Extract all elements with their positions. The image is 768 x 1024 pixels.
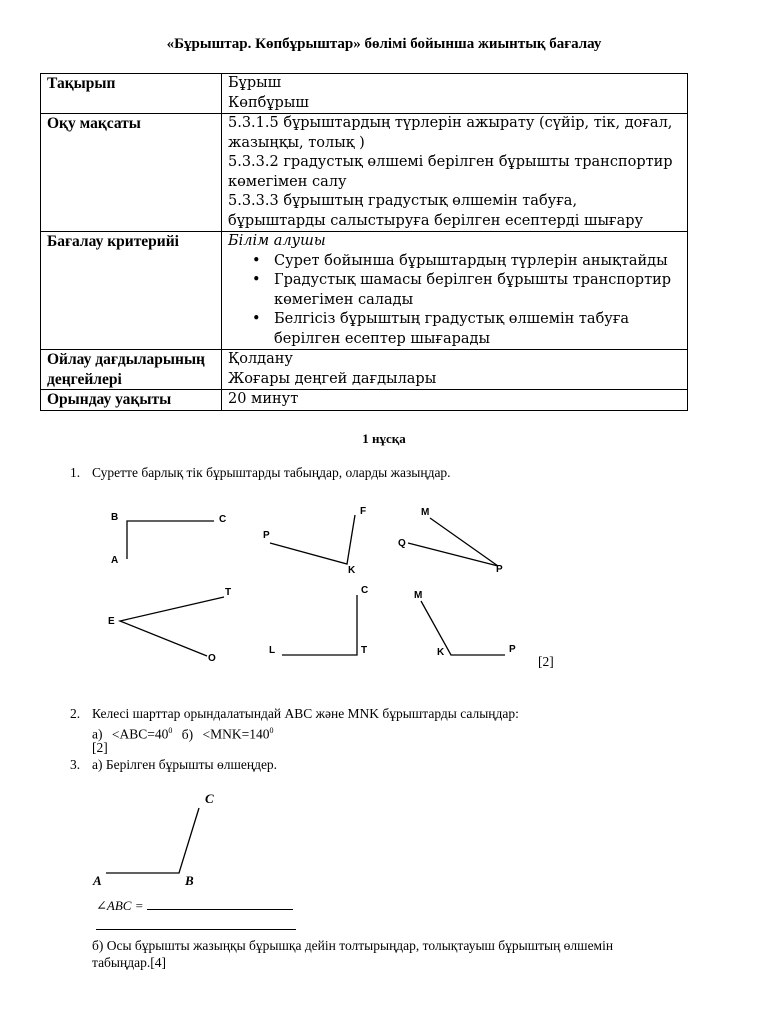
point-label: F — [360, 506, 367, 517]
point-label: L — [269, 645, 276, 656]
criteria-label: Бағалау критерийі — [41, 232, 222, 350]
levels-label: Ойлау дағдыларының деңгейлері — [41, 350, 222, 390]
task-3-b-line1: б) Осы бұрышты жазыңқы бұрышқа дейін толтырыңдар, толықтауыш бұрыштың өлшемін — [92, 938, 614, 953]
variant-heading: 1 нұсқа — [362, 431, 406, 446]
goal-line: 5.3.3.2 градустық өлшемі берілген бұрышты транспортир — [228, 154, 673, 170]
criteria-intro: Білім алушы — [228, 233, 326, 249]
point-label: P — [263, 530, 270, 541]
goal-line: 5.3.1.5 бұрыштардың түрлерін ажырату (сүйір, тік, доғал, — [228, 115, 673, 131]
task-3 — [70, 756, 278, 773]
degree-mark: 0 — [269, 726, 274, 735]
point-label: B — [111, 512, 119, 523]
point-label: M — [421, 507, 430, 518]
criteria-item: • Градустық шамасы берілген бұрышты транспортир көмегімен салады — [274, 271, 681, 310]
point-label: B — [185, 873, 194, 888]
point-label: K — [348, 565, 356, 576]
angle-abc-measure — [106, 808, 199, 873]
time-value: 20 минут — [222, 390, 688, 411]
point-label: T — [225, 587, 232, 598]
time-label: Орындау уақыты — [41, 390, 222, 411]
answer-label: ∠ABC = — [96, 898, 144, 913]
angle-abc-right — [127, 521, 214, 559]
angle-pkf — [270, 515, 355, 564]
level-line: Жоғары деңгей дағдылары — [228, 370, 437, 387]
answer-line — [96, 898, 293, 914]
angle-symbol: < — [202, 726, 211, 742]
point-label: Q — [398, 538, 406, 549]
angle-symbol: < — [111, 726, 120, 742]
angle-mkp — [421, 601, 505, 655]
task-1-mark: [2] — [538, 654, 554, 669]
answer-blank-2[interactable] — [96, 929, 296, 930]
goals-label: Оқу мақсаты — [41, 114, 222, 232]
point-label: A — [111, 555, 119, 566]
answer-blank[interactable] — [147, 899, 293, 910]
level-line: Қолдану — [228, 351, 293, 367]
goal-line: бұрыштарды салыстыруға берілген есептерді шығару — [228, 212, 644, 229]
goal-line: жазыңқы, толық ) — [228, 134, 365, 151]
criteria-item: • Сурет бойынша бұрыштардың түрлерін анықтайды — [274, 252, 681, 272]
point-label: E — [108, 616, 115, 627]
task-number: 1. — [70, 465, 81, 480]
goal-line: 5.3.3.3 бұрыштың градустық өлшемін табуға, — [228, 193, 578, 209]
point-label: P — [496, 564, 503, 575]
angle-teo — [120, 597, 224, 656]
task-2-parts — [92, 722, 274, 743]
topic-label: Тақырып — [41, 74, 222, 114]
topic-line: Көпбұрыш — [228, 94, 309, 111]
point-label: O — [208, 653, 216, 664]
task-2 — [70, 705, 519, 722]
part-a-label: а) — [92, 726, 103, 742]
point-label: C — [219, 514, 227, 525]
part-b-label: б) — [181, 726, 194, 742]
goal-line: көмегімен салу — [228, 173, 347, 190]
point-label: K — [437, 647, 445, 658]
angle-mpq — [408, 518, 498, 566]
angle-clt-right — [282, 595, 357, 655]
task-2-mark: [2] — [92, 740, 108, 755]
task-number: 2. — [70, 706, 81, 721]
point-label: C — [205, 791, 214, 806]
point-label: T — [361, 645, 368, 656]
point-label: P — [509, 644, 516, 655]
task-3-b-line2: табыңдар.[4] — [92, 955, 166, 970]
part-b-angle: MNK=140 — [210, 726, 270, 742]
point-label: M — [414, 590, 423, 601]
task-text: а) Берілген бұрышты өлшеңдер. — [92, 757, 278, 772]
part-a-angle: ABC=40 — [119, 726, 169, 742]
topic-line: Бұрыш — [228, 75, 282, 91]
page-title: «Бұрыштар. Көпбұрыштар» бөлімі бойынша жиынтық бағалау — [166, 36, 602, 52]
point-label: A — [93, 873, 102, 888]
criteria-item: • Белгісіз бұрыштың градустық өлшемін табуға берілген есептер шығарады — [274, 310, 681, 349]
point-label: C — [361, 585, 369, 596]
task-text: Келесі шарттар орындалатындай ABC және MNK бұрыштарды салыңдар: — [92, 706, 519, 721]
task-number: 3. — [70, 757, 81, 772]
degree-mark: 0 — [168, 726, 173, 735]
task-text: Суретте барлық тік бұрыштарды табыңдар, оларды жазыңдар. — [92, 465, 451, 480]
